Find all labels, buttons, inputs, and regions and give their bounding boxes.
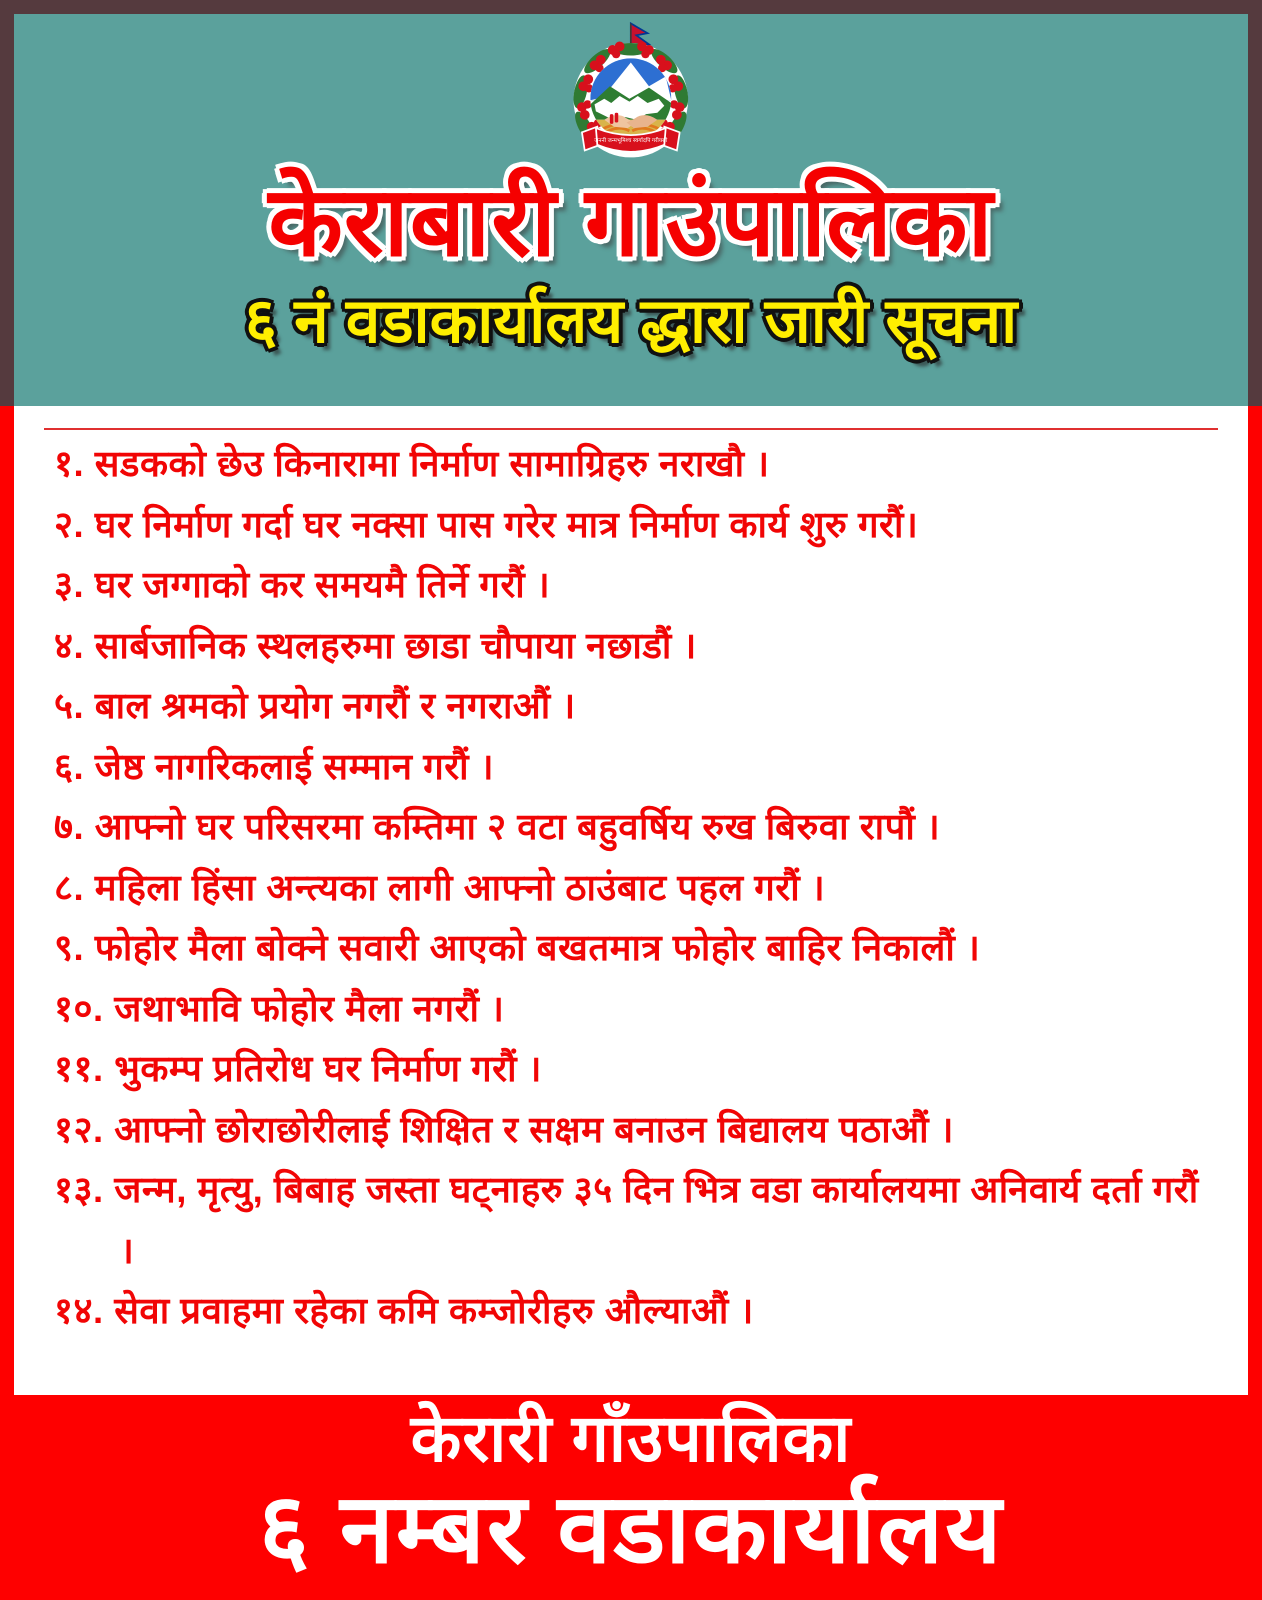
emblem-motto: जननी जन्मभूमिश्च स्वर्गादपि गरीयसी (594, 138, 668, 145)
notice-item: १०. जथाभावि फोहोर मैला नगरौं । (54, 987, 505, 1029)
notice-item: १२. आफ्नो छोराछोरीलाई शिक्षित र सक्षम बनाउन बिद्यालय पठाऔं । (54, 1108, 954, 1150)
footer-municipality: केरारी गाँउपालिका (410, 1401, 852, 1475)
notice-item: ७. आफ्नो घर परिसरमा कम्तिमा २ वटा बहुवर्षिय रुख बिरुवा रापौं । (54, 806, 941, 847)
notice-item: १३. जन्म, मृत्यु, बिबाह जस्ता घट्नाहरु ३५ दिन भित्र वडा कार्यालयमा अनिवार्य दर्ता गरौं । (54, 1169, 1199, 1271)
notice-item: १४. सेवा प्रवाहमा रहेका कमि कम्जोरीहरु औल्याऔं । (54, 1290, 754, 1331)
header-teal-panel (14, 14, 1248, 406)
notice-item: ३. घर जग्गाको कर समयमै तिर्ने गरौं । (54, 564, 551, 605)
poster-subtitle: ६ नं वडाकार्यालय द्धारा जारी सूचना (244, 286, 1018, 356)
footer-band (0, 1395, 1262, 1600)
notice-item: १. सडकको छेउ किनारामा निर्माण सामाग्रिहरु नराखौ । (54, 443, 770, 484)
body-band (0, 406, 1262, 1395)
header-band (0, 0, 1262, 406)
divider-line (44, 428, 1218, 430)
footer-ward-office: ६ नम्बर वडाकार्यालय (258, 1474, 1004, 1583)
notice-item: ४. सार्बजानिक स्थलहरुमा छाडा चौपाया नछाडौं । (54, 624, 697, 666)
notice-list (54, 434, 1212, 1342)
notice-item: २. घर निर्माण गर्दा घर नक्सा पास गरेर मात्र निर्माण कार्य शुरु गरौं। (54, 503, 919, 545)
notice-sheet (14, 406, 1248, 1395)
notice-item: ५. बाल श्रमको प्रयोग नगरौं र नगराऔं । (54, 685, 576, 726)
poster-title: केराबारी गाउंपालिका (268, 167, 994, 276)
nepal-emblem-icon (561, 22, 701, 170)
notice-item: ६. जेष्ठ नागरिकलाई सम्मान गरौं । (54, 745, 495, 787)
notice-item: ८. महिला हिंसा अन्त्यका लागी आफ्नो ठाउंबाट पहल गरौं । (54, 866, 826, 908)
notice-item: ९. फोहोर मैला बोक्ने सवारी आएको बखतमात्र फोहोर बाहिर निकालौं । (54, 927, 981, 968)
notice-item: ११. भुकम्प प्रतिरोध घर निर्माण गरौं । (54, 1048, 543, 1089)
